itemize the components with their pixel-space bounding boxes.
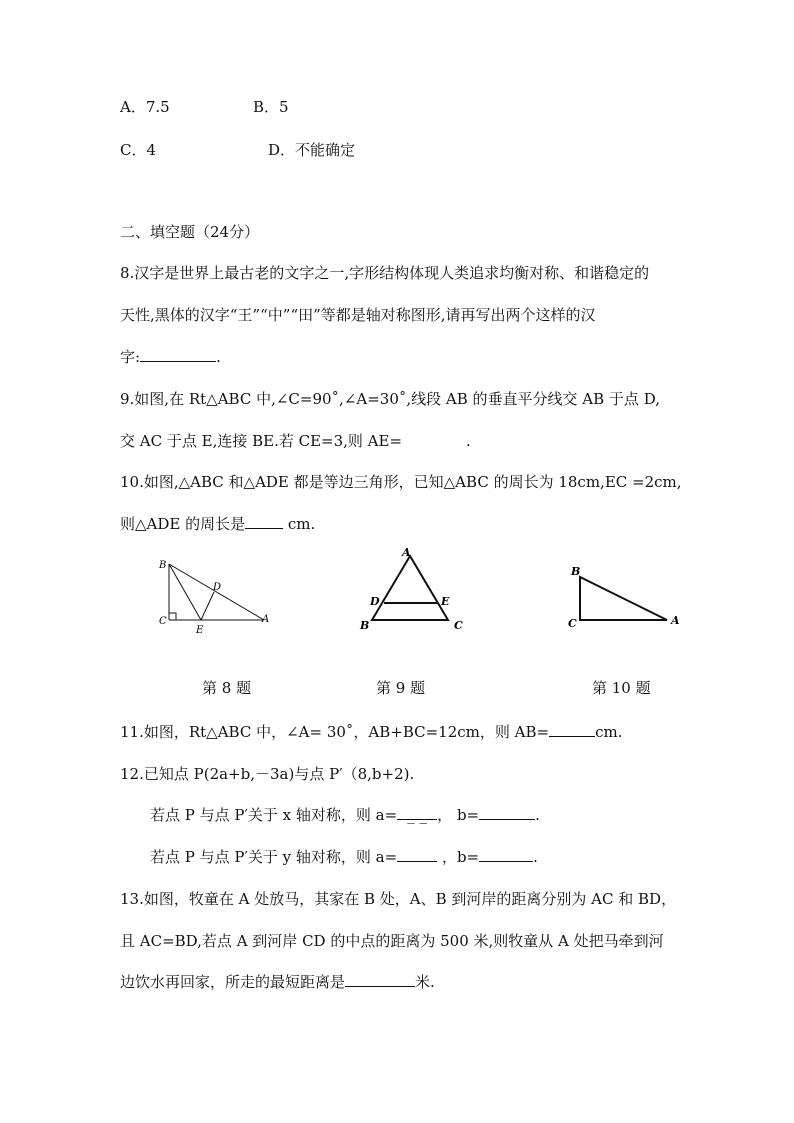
choice-d: D．不能确定: [268, 141, 356, 159]
fig2-label-a: A: [402, 546, 411, 559]
caption-fig8: 第 8 题: [202, 679, 252, 697]
fig2-label-c: C: [454, 619, 463, 632]
fig2-label-b: B: [360, 619, 370, 632]
caption-fig10: 第 10 题: [592, 679, 651, 697]
q8-line3: [120, 347, 221, 367]
q12-y-end: .: [533, 848, 538, 866]
fig2-triangle-abc: [372, 556, 448, 620]
fig1-label-d: D: [213, 582, 222, 593]
fig3-triangle: [580, 577, 667, 620]
q10-prefix: 则△ADE 的周长是: [120, 515, 246, 533]
q9-line1: 9.如图,在 Rt△ABC 中,∠C=90˚,∠A=30˚,线段 AB 的垂直平分线交 AB 于点 D,: [120, 390, 660, 408]
fig3-label-b: B: [571, 565, 581, 578]
fig1-segment-be: [169, 564, 201, 620]
q10-line2: [120, 514, 315, 534]
figure-q8: [150, 555, 280, 640]
choice-a: A．7.5: [120, 98, 170, 116]
q12-x-a-blank[interactable]: [397, 805, 437, 824]
figure-q9: [355, 543, 470, 638]
fig1-label-a: A: [262, 614, 270, 625]
q13-suffix: 米.: [415, 973, 435, 991]
q13-answer-blank[interactable]: [345, 972, 415, 987]
caption-fig9: 第 9 题: [376, 679, 426, 697]
q12-y-mid: ，b=: [437, 848, 480, 866]
q9-suffix: .: [466, 432, 471, 450]
q10-line1: 10.如图,△ABC 和△ADE 都是等边三角形，已知△ABC 的周长为 18cm,EC =2cm,: [120, 473, 682, 491]
fig2-label-e: E: [441, 595, 450, 608]
q12-x-line: [150, 805, 540, 825]
q12-line1: 12.已知点 P(2a+b,－3a)与点 P′（8,b+2).: [120, 765, 415, 783]
q11-suffix: cm.: [595, 723, 623, 741]
q13-line1: 13.如图，牧童在 A 处放马，其家在 B 处，A、B 到河岸的距离分别为 AC 和 BD，: [120, 890, 677, 908]
q8-line1: 8.汉字是世界上最古老的文字之一,字形结构体现人类追求均衡对称、和谐稳定的: [120, 264, 650, 282]
q8-answer-blank[interactable]: [140, 347, 216, 362]
figure-q10: [565, 560, 690, 635]
q12-x-a-fill: _ _: [407, 806, 428, 824]
q12-y-prefix: 若点 P 与点 P′关于 y 轴对称，则 a=: [150, 848, 398, 866]
q9-line2: [120, 431, 471, 451]
q11-prefix: 11.如图，Rt△ABC 中，∠A= 30˚，AB+BC=12cm，则 AB=: [120, 723, 550, 741]
q12-x-prefix: 若点 P 与点 P′关于 x 轴对称，则 a=: [150, 806, 398, 824]
q13-line3: [120, 972, 435, 992]
fig3-label-a: A: [671, 614, 680, 627]
q8-line2: 天性,黑体的汉字“王”“中”“田”等都是轴对称图形,请再写出两个这样的汉: [120, 306, 596, 324]
q9-prefix: 交 AC 于点 E,连接 BE.若 CE=3,则 AE=: [120, 432, 403, 450]
q11-line: [120, 722, 623, 742]
fig1-right-angle-mark: [169, 613, 176, 620]
fig3-label-c: C: [568, 617, 577, 630]
q12-y-b-blank[interactable]: [479, 847, 533, 862]
q13-prefix: 边饮水再回家，所走的最短距离是: [120, 973, 346, 991]
q12-y-line: [150, 847, 538, 867]
choice-c: C．4: [120, 141, 157, 159]
q10-answer-blank[interactable]: [245, 514, 283, 529]
q8-suffix: .: [216, 348, 221, 366]
q13-line2: 且 AC=BD,若点 A 到河岸 CD 的中点的距离为 500 米,则牧童从 A 处把马牵到河: [120, 932, 664, 950]
fig1-segment-de: [201, 592, 214, 620]
q12-y-a-blank[interactable]: [397, 847, 437, 862]
q11-answer-blank[interactable]: [549, 722, 595, 737]
fig1-label-b: B: [159, 560, 167, 571]
section-title: 二、填空题（24分）: [120, 223, 260, 241]
q12-x-b-blank[interactable]: [479, 805, 535, 820]
fig1-label-e: E: [196, 625, 204, 636]
q12-x-mid: ， b=: [437, 806, 480, 824]
choice-b: B．5: [253, 98, 289, 116]
fig2-label-d: D: [370, 595, 380, 608]
fig1-label-c: C: [159, 616, 167, 627]
q10-suffix: cm.: [283, 515, 316, 533]
q12-x-end: .: [535, 806, 540, 824]
q8-prefix: 字:: [120, 348, 141, 366]
